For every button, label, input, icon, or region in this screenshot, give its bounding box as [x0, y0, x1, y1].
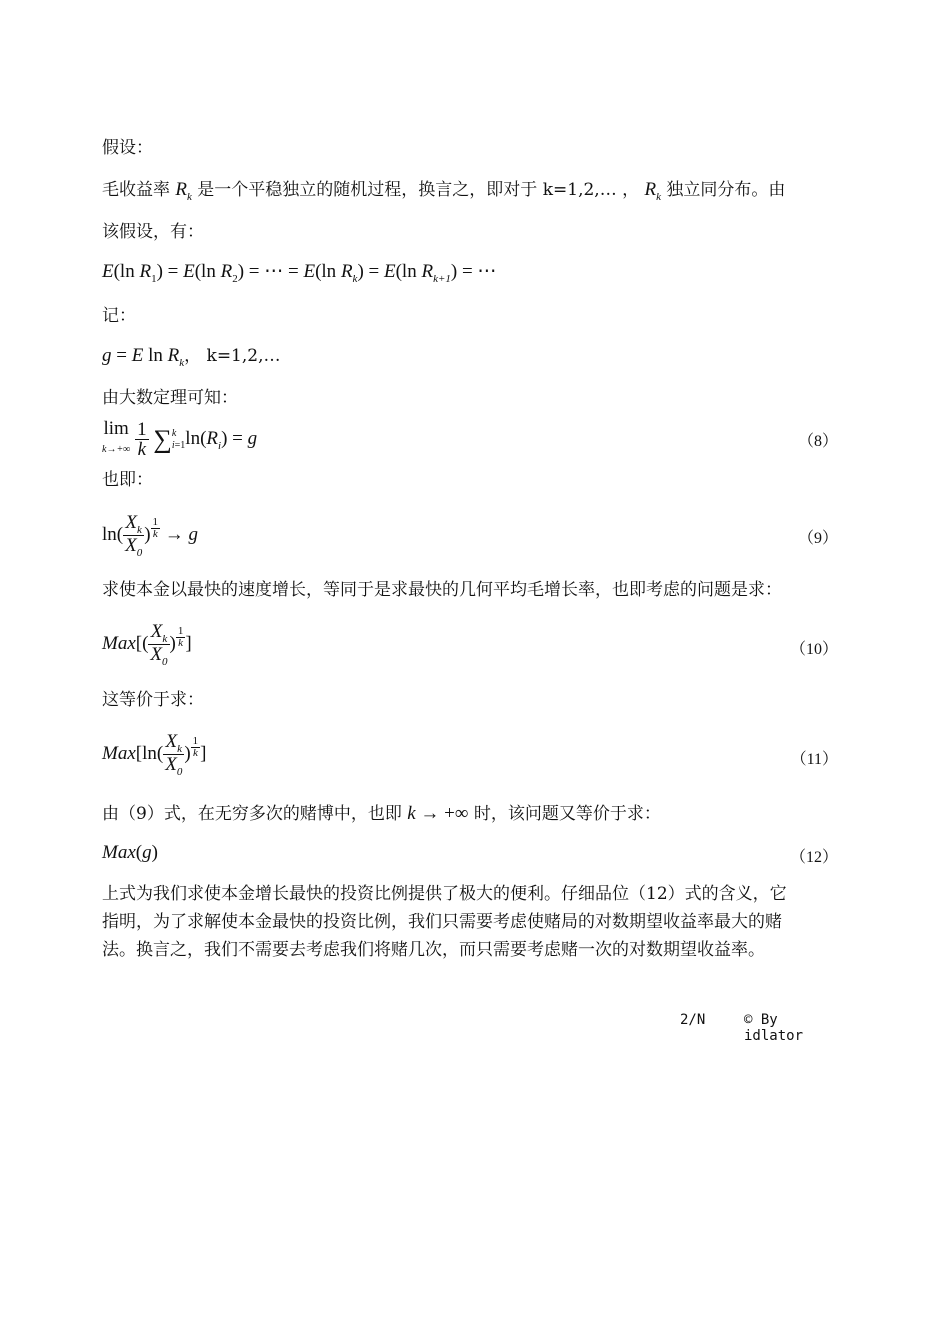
equation-8: lim k→+∞ $\frac{1}{k}$ ∑k $i=1\ln(R_i) = g$ （8） — [102, 418, 838, 460]
paragraph-limit: 由（9）式，在无穷多次的赌博中，也即 k → +∞ 时，该问题又等价于求： — [102, 803, 661, 824]
paragraph-text: 求使本金以最快的速度增长，等同于是求最快的几何平均毛增长率，也即考虑的问题是求： — [102, 580, 782, 600]
text-segment: 独立同分布。由 — [661, 180, 786, 200]
paragraph-conclusion-line: 指明，为了求解使本金最快的投资比例，我们只需要考虑使赌局的对数期望收益率最大的赌 — [102, 912, 782, 932]
paragraph-text: 这等价于求： — [102, 690, 204, 710]
paragraph-text: 记： — [102, 306, 136, 326]
text-segment: 由（9）式，在无穷多次的赌博中，也即 — [102, 804, 408, 824]
equation-number: （8） — [797, 433, 838, 450]
equation-12: Max(g) （12） — [102, 842, 838, 866]
paragraph-conclusion-line: 上式为我们求使本金增长最快的投资比例提供了极大的便利。仔细品位（12）式的含义，它 — [102, 884, 787, 904]
text-segment: ， k=1,2,… — [184, 346, 281, 366]
equation-g-definition: g = E $\ln R_k$， k=1,2,… — [102, 345, 281, 369]
equation-number: （9） — [797, 530, 838, 547]
equation-number: （11） — [790, 751, 838, 768]
paragraph-text: 由大数定理可知： — [102, 388, 238, 408]
equation-number: （12） — [789, 849, 838, 866]
text-segment: 是一个平稳独立的随机过程，换言之，即对于 k=1,2,… ， — [191, 180, 645, 200]
text-segment: 时，该问题又等价于求： — [468, 804, 661, 824]
equation-10: Max[( $\frac{X_k}{X_0}$ ) $^{\frac{1}{k}}$ ] （10） — [102, 621, 838, 668]
page-number: 2/N — [680, 1012, 706, 1028]
paragraph-text: 也即： — [102, 470, 153, 490]
paragraph-assumption — [102, 180, 785, 202]
assumption-heading: 假设： — [102, 138, 153, 158]
paragraph-conclusion-line: 法。换言之，我们不需要去考虑我们将赌几次，而只需要考虑赌一次的对数期望收益率。 — [102, 940, 765, 960]
text-segment: 毛收益率 — [102, 180, 176, 200]
equation-9: ln( $\frac{X_k}{X_0}$ ) $^{\frac{1}{k}}$ → g （9） — [102, 512, 838, 559]
math-rk: $R_k$ — [644, 179, 662, 203]
paragraph-text: 该假设，有： — [102, 222, 204, 242]
equation-number: （10） — [789, 641, 838, 658]
footer-credit: © By idlator — [744, 1012, 804, 1044]
document-page — [102, 0, 838, 1344]
equation-expectation-chain: E(ln $R_1) = E(\ln$ $R_2$) = ⋯ = E(ln $R_k) = E(\ln$ $R_{k+1}$) = ⋯ — [102, 261, 497, 285]
equation-11: Max[ln( $\frac{X_k}{X_0}$ ) $^{\frac{1}{k}}$ ] （11） — [102, 731, 838, 778]
math-rk: $R_k$ — [175, 179, 192, 203]
